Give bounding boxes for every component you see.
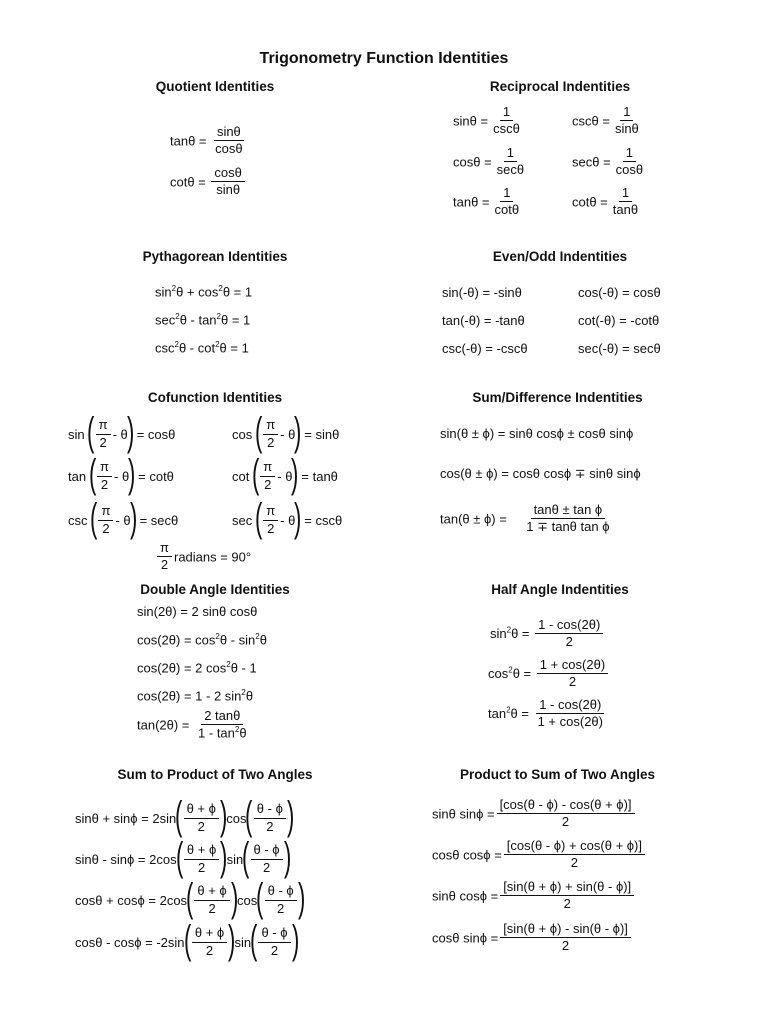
half-sin: $\sin^2\theta$ = $\frac{1 - \cos(2\theta)}{2}$	[490, 618, 605, 650]
product-to-sum-3: sinθ cosϕ = $\frac{[\sin(\theta + \phi) + \sin(\theta - \phi)]}{2}$	[432, 880, 636, 912]
evenodd-cot: cot(-θ) = -cotθ	[578, 313, 660, 328]
double-cos-2: cos(2θ) = 2 $\cos^2\theta - 1$	[137, 660, 257, 676]
heading-sum-to-product: Sum to Product of Two Angles	[117, 767, 313, 782]
heading-pythagorean: Pythagorean Identities	[142, 249, 288, 264]
reciprocal-csc: cscθ = $\frac{1}{\sin\theta}$	[572, 104, 639, 137]
heading-half-angle: Half Angle Indentities	[491, 582, 629, 597]
double-cos-3: cos(2θ) = 1 - 2 $\sin^2\theta$	[137, 688, 254, 704]
half-tan: $\tan^2\theta$ = $\frac{1 - \cos(2\theta)}{1 + \cos(2\theta)}$	[488, 697, 603, 730]
cofunction-cos: cos ( $\frac{\pi}{2}$ - θ ) = sinθ	[232, 410, 340, 454]
cofunction-tan: tan ( $\frac{\pi}{2}$ - θ ) = cotθ	[68, 452, 174, 496]
double-sin: sin(2θ) = 2 sinθ cosθ	[137, 604, 258, 619]
evenodd-csc: csc(-θ) = -cscθ	[442, 341, 528, 356]
evenodd-cos: cos(-θ) = cosθ	[578, 285, 661, 300]
heading-even-odd: Even/Odd Indentities	[492, 249, 628, 264]
heading-double-angle: Double Angle Identities	[140, 582, 290, 597]
pythagorean-1: $\sin^2\theta + \cos^2\theta = 1$	[155, 284, 253, 300]
cofunction-sin: sin ( $\frac{\pi}{2}$ - θ ) = cosθ	[68, 410, 176, 454]
evenodd-sec: sec(-θ) = secθ	[578, 341, 661, 356]
sum-to-product-4: cosθ - cosϕ = -2sin ( $\frac{\theta + \phi}{2}$ ) sin ( $\frac{\theta - \phi}{2}$ )	[75, 918, 299, 962]
product-to-sum-1: sinθ sinϕ = $\frac{[\cos(\theta - \phi) - \cos(\theta + \phi)]}{2}$	[432, 798, 637, 830]
sum-to-product-1: sinθ + sinϕ = 2sin ( $\frac{\theta + \phi}{2}$ ) cos ( $\frac{\theta - \phi}{2}$ )	[75, 794, 295, 838]
heading-product-to-sum: Product to Sum of Two Angles	[460, 767, 655, 782]
double-tan: tan(2θ) = $\frac{2 \tan\theta}{1 - \tan^2\theta}$	[137, 708, 247, 741]
reciprocal-sin: sinθ = $\frac{1}{\csc\theta}$	[453, 104, 520, 137]
product-to-sum-2: cosθ cosϕ = $\frac{[\cos(\theta - \phi) + \cos(\theta + \phi)]}{2}$	[432, 839, 647, 871]
quotient-tan: tanθ = $\frac{\sin\theta}{\cos\theta}$	[170, 124, 243, 157]
sum-to-product-2: sinθ - sinϕ = 2cos ( $\frac{\theta + \phi}{2}$ ) sin ( $\frac{\theta - \phi}{2}$ )	[75, 835, 291, 879]
sumdiff-tan: tan(θ ± ϕ) = $\frac{\text{tanθ ± tan ϕ}}{\text{1 ∓ tanθ tan ϕ}}$	[440, 502, 610, 535]
double-cos-1: $\cos(2\theta) = \cos^2\theta - \sin^2\theta$	[137, 632, 267, 648]
reciprocal-cot: cotθ = $\frac{1}{\tan\theta}$	[572, 185, 639, 218]
evenodd-sin: sin(-θ) = -sinθ	[442, 285, 522, 300]
half-cos: $\cos^2\theta$ = $\frac{1 + \cos(2\theta)}{2}$	[488, 658, 610, 690]
page-title: Trigonometry Function Identities	[259, 50, 509, 67]
evenodd-tan: tan(-θ) = -tanθ	[442, 313, 525, 328]
quotient-cot: cotθ = $\frac{\cos\theta}{\sin\theta}$	[170, 166, 247, 198]
reciprocal-tan: tanθ = $\frac{1}{\cot\theta}$	[453, 185, 520, 218]
cofunction-csc: csc ( $\frac{\pi}{2}$ - θ ) = secθ	[68, 496, 179, 540]
sumdiff-cos: cos(θ ± ϕ) = cosθ cosϕ ∓ sinθ sinϕ	[440, 466, 641, 481]
cofunction-cot: cot ( $\frac{\pi}{2}$ - θ ) = tanθ	[232, 452, 338, 496]
reciprocal-cos: cosθ = $\frac{1}{\sec\theta}$	[453, 145, 525, 178]
pythagorean-3: $\csc^2\theta - \cot^2\theta = 1$	[155, 340, 249, 356]
heading-sum-difference: Sum/Difference Indentities	[472, 390, 643, 405]
pythagorean-2: $\sec^2\theta - \tan^2\theta = 1$	[155, 312, 251, 328]
heading-reciprocal: Reciprocal Indentities	[489, 79, 631, 94]
sumdiff-sin: sin(θ ± ϕ) = sinθ cosϕ ± cosθ sinϕ	[440, 426, 634, 441]
heading-quotient: Quotient Identities	[155, 79, 275, 94]
radians-note: $\frac{\pi}{2}$ radians = 90°	[155, 541, 251, 573]
reciprocal-sec: secθ = $\frac{1}{\cos\theta}$	[572, 145, 644, 178]
cofunction-sec: sec ( $\frac{\pi}{2}$ - θ ) = cscθ	[232, 496, 343, 540]
heading-cofunction: Cofunction Identities	[147, 390, 283, 405]
sum-to-product-3: cosθ + cosϕ = 2cos ( $\frac{\theta + \phi}{2}$ ) cos ( $\frac{\theta - \phi}{2}$ )	[75, 876, 306, 920]
product-to-sum-4: cosθ sinϕ = $\frac{[\sin(\theta + \phi) - \sin(\theta - \phi)]}{2}$	[432, 922, 633, 954]
